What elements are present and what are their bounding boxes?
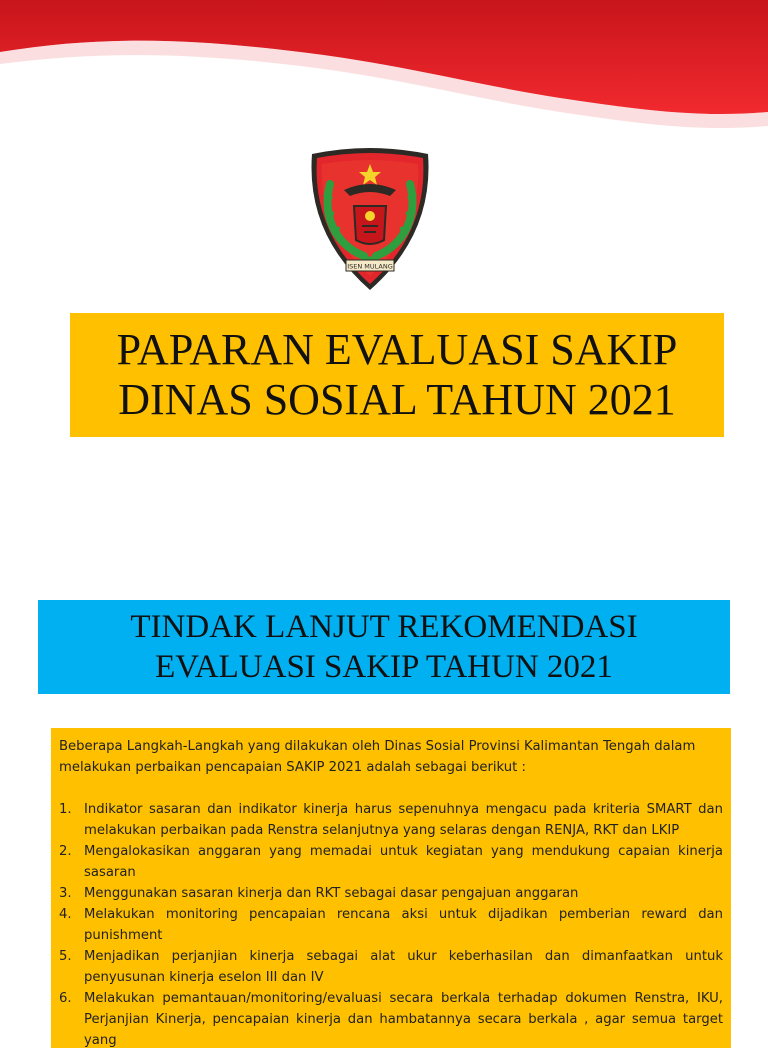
section-heading [38,600,730,694]
emblem-motto: ISEN MULANG [347,262,393,271]
list-item: 1. Indikator sasaran dan indikator kinerja harus sepenuhnya mengacu pada kriteria SMART dan melakukan perbaikan pada Renstra selanjutnya yang selaras dengan RENJA, RKT dan LKIP [59,802,723,838]
list-item: 4. Melakukan monitoring pencapaian rencana aksi untuk dijadikan pemberian reward dan punishment [59,907,723,943]
header-red-wave [0,0,768,140]
title-line-1: PAPARAN EVALUASI SAKIP [116,325,678,374]
list-item: 2. Mengalokasikan anggaran yang memadai untuk kegiatan yang mendukung capaian kinerja sasaran [59,844,723,880]
list-item: 5. Menjadikan perjanjian kinerja sebagai alat ukur keberhasilan dan dimanfaatkan untuk penyusunan kinerja eselon III dan IV [59,949,723,985]
list-item: 3. Menggunakan sasaran kinerja dan RKT sebagai dasar pengajuan anggaran [59,886,579,901]
title-line-2: DINAS SOSIAL TAHUN 2021 [118,375,676,424]
subtitle-line-1: TINDAK LANJUT REKOMENDASI [130,609,638,645]
presentation-title [70,313,724,437]
intro-paragraph: Beberapa Langkah-Langkah yang dilakukan oleh Dinas Sosial Provinsi Kalimantan Tengah dalam melakukan perbaikan pencapaian SAKIP 2021 adalah sebagai berikut : [59,739,696,775]
subtitle-line-2: EVALUASI SAKIP TAHUN 2021 [155,649,613,685]
provincial-emblem-logo [304,144,436,294]
recommendation-list [59,799,723,1048]
list-item: 6. Melakukan pemantauan/monitoring/evaluasi secara berkala terhadap dokumen Renstra, IKU, Perjanjian Kinerja, pencapaian kinerja dan hambatannya secara berkala , agar semua target yang [59,991,723,1048]
recommendation-body [51,728,731,1048]
